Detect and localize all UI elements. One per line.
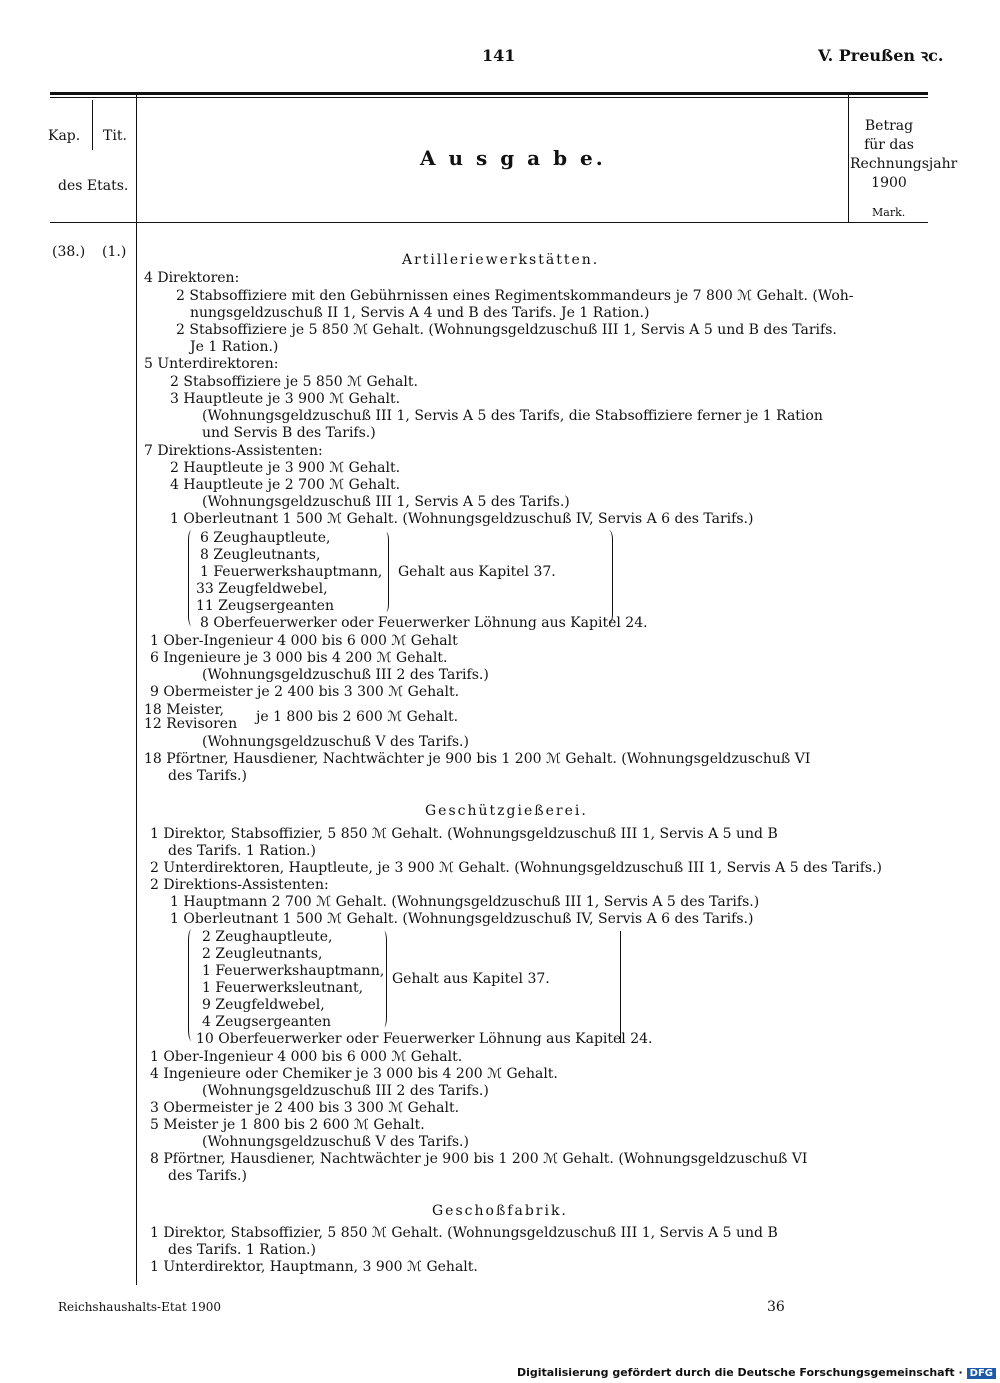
text-line: 2 Stabsoffiziere mit den Gebührnissen eines Regimentskommandeurs je 7 800 ℳ Gehalt. (Woh- (176, 288, 854, 304)
text-line: 7 Direktions-Assistenten: (144, 443, 323, 459)
text-line: 2 Stabsoffiziere je 5 850 ℳ Gehalt. (Wohnungsgeldzuschuß III 1, Servis A 5 und B des Tarifs. (176, 322, 837, 338)
kap-tit-divider (92, 100, 93, 150)
dfg-credit (517, 1366, 996, 1379)
text-line: 1 Oberleutnant 1 500 ℳ Gehalt. (Wohnungsgeldzuschuß IV, Servis A 6 des Tarifs.) (170, 511, 754, 527)
text-line: 5 Unterdirektoren: (144, 356, 279, 372)
group-item: 1 Feuerwerkshauptmann, (200, 564, 383, 580)
tit-header: Tit. (103, 128, 127, 144)
betrag-line: 1900 (871, 175, 907, 191)
text-line: 12 Revisoren (144, 716, 238, 732)
betrag-header (850, 117, 958, 193)
column-divider-left (136, 95, 137, 1285)
text-line: 1 Hauptmann 2 700 ℳ Gehalt. (Wohnungsgeldzuschuß III 1, Servis A 5 des Tarifs.) (170, 894, 760, 910)
kap-header: Kap. (48, 128, 81, 144)
group-last: 10 Oberfeuerwerker oder Feuerwerker Löhnung aus Kapitel 24. (196, 1031, 653, 1047)
outer-bracket (620, 931, 621, 1043)
text-line: 4 Hauptleute je 2 700 ℳ Gehalt. (170, 477, 401, 493)
group-note: Gehalt aus Kapitel 37. (392, 971, 550, 987)
text-line: des Tarifs. 1 Ration.) (168, 1242, 316, 1258)
text-line: 9 Obermeister je 2 400 bis 3 300 ℳ Gehalt. (150, 684, 460, 700)
header-rule (50, 222, 928, 223)
text-line: (Wohnungsgeldzuschuß III 1, Servis A 5 des Tarifs.) (202, 494, 570, 510)
text-line: und Servis B des Tarifs.) (202, 425, 376, 441)
text-line: 8 Pförtner, Hausdiener, Nachtwächter je 900 bis 1 200 ℳ Gehalt. (Wohnungsgeldzuschuß VI (150, 1151, 808, 1167)
text-line: (Wohnungsgeldzuschuß V des Tarifs.) (202, 1134, 469, 1150)
text-line: (Wohnungsgeldzuschuß III 2 des Tarifs.) (202, 667, 489, 683)
text-line: 3 Hauptleute je 3 900 ℳ Gehalt. (170, 391, 401, 407)
text-line: 2 Hauptleute je 3 900 ℳ Gehalt. (170, 460, 401, 476)
text-line: 1 Direktor, Stabsoffizier, 5 850 ℳ Gehalt. (Wohnungsgeldzuschuß III 1, Servis A 5 und B (150, 826, 778, 842)
text-line: je 1 800 bis 2 600 ℳ Gehalt. (256, 709, 459, 725)
right-brace (382, 532, 389, 612)
text-line: 4 Direktoren: (144, 270, 240, 286)
group-item: 2 Zeugleutnants, (202, 946, 323, 962)
group-note: Gehalt aus Kapitel 37. (398, 564, 556, 580)
group-item: 33 Zeugfeldwebel, (196, 581, 328, 597)
left-brace (188, 929, 197, 1041)
group-item: 11 Zeugsergeanten (196, 598, 334, 614)
section-title: V. Preußen ꝛc. (818, 46, 944, 65)
group-item: 8 Zeugleutnants, (200, 547, 321, 563)
group-item: 2 Zeughauptleute, (202, 929, 333, 945)
text-line: 1 Ober-Ingenieur 4 000 bis 6 000 ℳ Gehalt (150, 633, 458, 649)
text-line: Je 1 Ration.) (190, 339, 279, 355)
ausgabe-header: A u s g a b e. (420, 146, 606, 170)
group-item: 1 Feuerwerksleutnant, (202, 980, 364, 996)
group-item: 1 Feuerwerkshauptmann, (202, 963, 385, 979)
text-line: (Wohnungsgeldzuschuß III 1, Servis A 5 des Tarifs, die Stabsoffiziere ferner je 1 Ration (202, 408, 823, 424)
top-rule-thin (50, 97, 928, 98)
betrag-line: für das (864, 137, 914, 153)
text-line: 2 Stabsoffiziere je 5 850 ℳ Gehalt. (170, 374, 418, 390)
tit-value: (1.) (102, 244, 127, 260)
des-etats-header: des Etats. (58, 178, 129, 194)
outer-brace (602, 530, 613, 624)
text-line: (Wohnungsgeldzuschuß V des Tarifs.) (202, 734, 469, 750)
page-number: 141 (482, 46, 516, 65)
footer-left: Reichshaushalts-Etat 1900 (58, 1300, 222, 1314)
mark-header: Mark. (872, 206, 906, 219)
text-line: 1 Oberleutnant 1 500 ℳ Gehalt. (Wohnungsgeldzuschuß IV, Servis A 6 des Tarifs.) (170, 911, 754, 927)
group-item: 6 Zeughauptleute, (200, 530, 331, 546)
text-line: nungsgeldzuschuß II 1, Servis A 4 und B des Tarifs. Je 1 Ration.) (190, 305, 650, 321)
column-divider-right (848, 95, 849, 223)
text-line: 2 Direktions-Assistenten: (150, 877, 329, 893)
section-heading: Geschoßfabrik. (432, 1203, 568, 1219)
text-line: 18 Pförtner, Hausdiener, Nachtwächter je 900 bis 1 200 ℳ Gehalt. (Wohnungsgeldzuschuß VI (144, 751, 811, 767)
betrag-line: Betrag (864, 118, 914, 134)
text-line: 18 Meister, (144, 702, 225, 718)
text-line: 2 Unterdirektoren, Hauptleute, je 3 900 ℳ Gehalt. (Wohnungsgeldzuschuß III 1, Servis A 5 des Tarifs.) (150, 860, 883, 876)
footer-page: 36 (767, 1299, 785, 1315)
text-line: (Wohnungsgeldzuschuß III 2 des Tarifs.) (202, 1083, 489, 1099)
section-heading: Artilleriewerkstätten. (402, 252, 600, 268)
text-line: 1 Ober-Ingenieur 4 000 bis 6 000 ℳ Gehalt. (150, 1049, 463, 1065)
text-line: 5 Meister je 1 800 bis 2 600 ℳ Gehalt. (150, 1117, 425, 1133)
top-rule (50, 92, 928, 95)
text-line: 1 Direktor, Stabsoffizier, 5 850 ℳ Gehalt. (Wohnungsgeldzuschuß III 1, Servis A 5 und B (150, 1225, 778, 1241)
text-line: des Tarifs.) (168, 1168, 247, 1184)
group-item: 9 Zeugfeldwebel, (202, 997, 325, 1013)
text-line: 3 Obermeister je 2 400 bis 3 300 ℳ Gehalt. (150, 1100, 460, 1116)
credit-text: Digitalisierung gefördert durch die Deutsche Forschungsgemeinschaft · (516, 1366, 963, 1379)
dfg-logo-icon: DFG (967, 1368, 996, 1379)
text-line: 6 Ingenieure je 3 000 bis 4 200 ℳ Gehalt. (150, 650, 448, 666)
text-line: des Tarifs.) (168, 768, 247, 784)
section-heading: Geschützgießerei. (425, 803, 588, 819)
right-brace (380, 931, 387, 1027)
text-line: des Tarifs. 1 Ration.) (168, 843, 316, 859)
betrag-line: Rechnungsjahr (850, 156, 958, 172)
group-item: 4 Zeugsergeanten (202, 1014, 332, 1030)
text-line: 4 Ingenieure oder Chemiker je 3 000 bis 4 200 ℳ Gehalt. (150, 1066, 558, 1082)
group-last: 8 Oberfeuerwerker oder Feuerwerker Löhnung aus Kapitel 24. (200, 615, 648, 631)
text-line: 1 Unterdirektor, Hauptmann, 3 900 ℳ Gehalt. (150, 1259, 478, 1275)
kap-value: (38.) (52, 244, 86, 260)
